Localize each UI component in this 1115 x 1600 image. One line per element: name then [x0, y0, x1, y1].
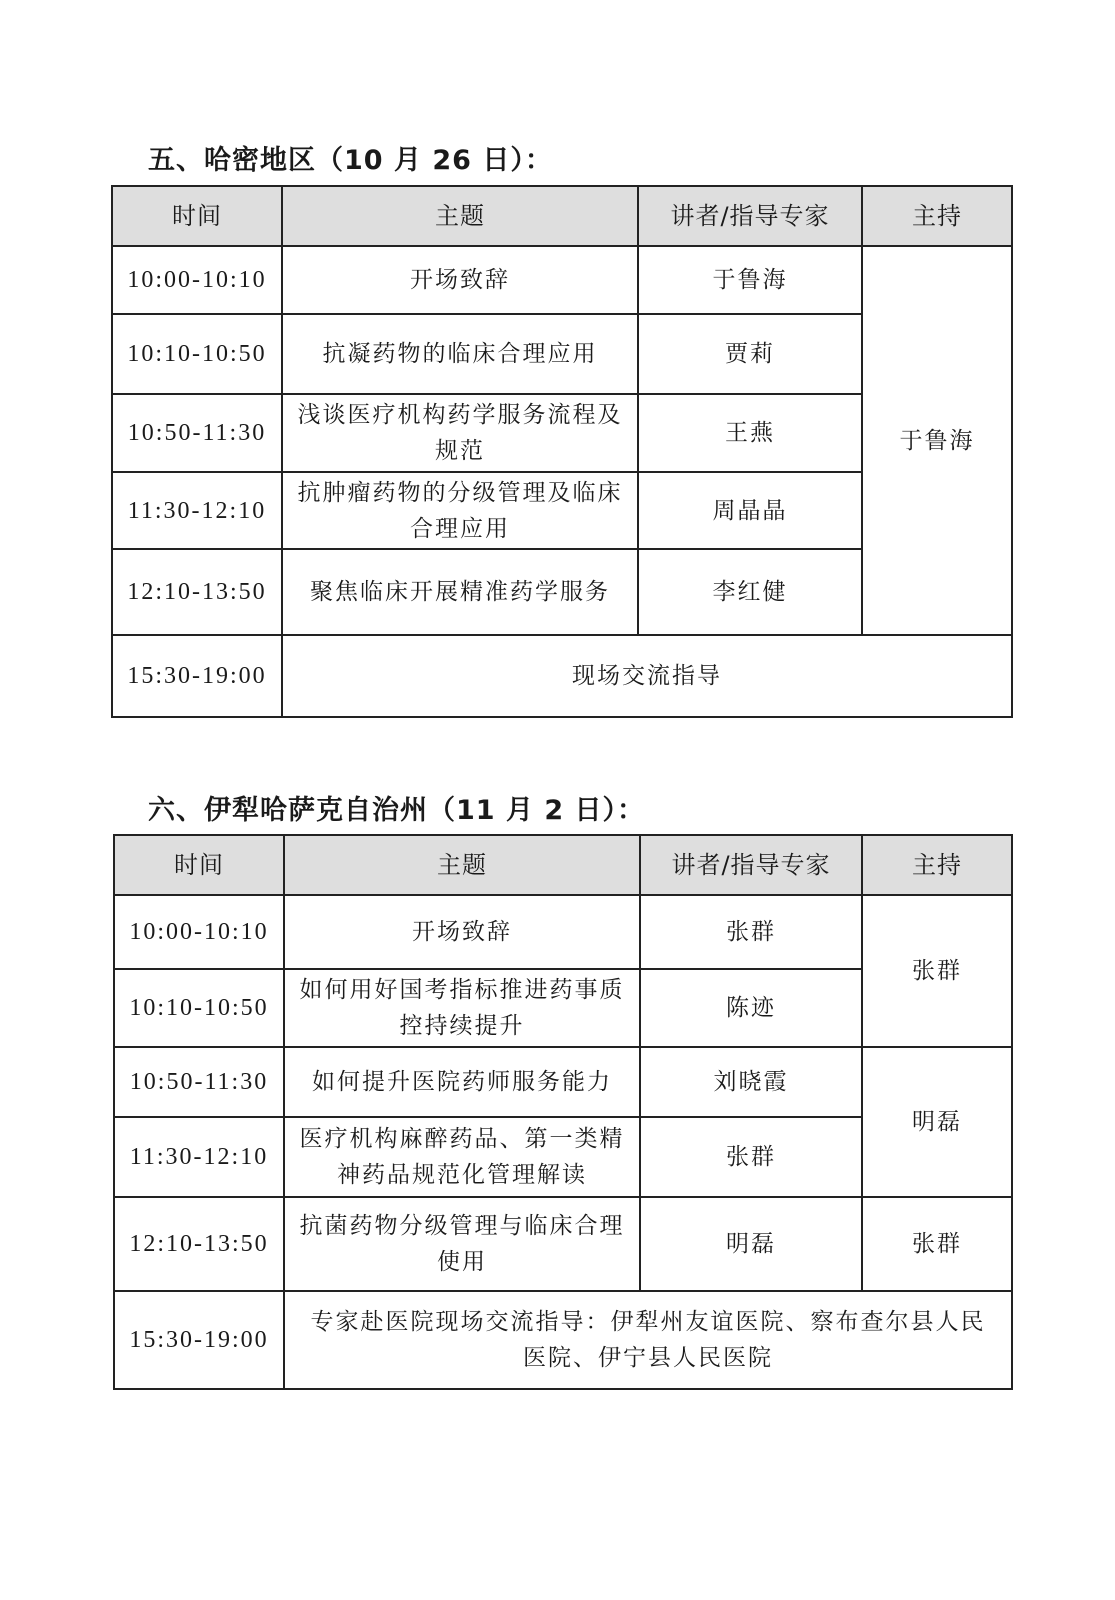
session-topic: 抗凝药物的临床合理应用 [282, 314, 638, 394]
session-topic: 如何用好国考指标推进药事质控持续提升 [284, 969, 640, 1047]
header-host: 主持 [862, 835, 1012, 895]
session-time: 12:10-13:50 [114, 1197, 284, 1291]
session-host: 于鲁海 [862, 246, 1012, 635]
session-host: 明磊 [862, 1047, 1012, 1197]
session-speaker: 刘晓霞 [640, 1047, 862, 1117]
session-speaker: 明磊 [640, 1197, 862, 1291]
header-host: 主持 [862, 186, 1012, 246]
session-speaker: 张群 [640, 895, 862, 969]
session-time: 11:30-12:10 [112, 472, 282, 549]
session-time: 10:50-11:30 [114, 1047, 284, 1117]
session-time: 10:00-10:10 [114, 895, 284, 969]
header-time: 时间 [112, 186, 282, 246]
table-row [112, 246, 1012, 314]
session-topic: 现场交流指导 [282, 635, 1012, 717]
header-time: 时间 [114, 835, 284, 895]
table-row-final [114, 1291, 1012, 1389]
session-topic: 抗菌药物分级管理与临床合理使用 [284, 1197, 640, 1291]
header-topic: 主题 [284, 835, 640, 895]
table-row-final [112, 635, 1012, 717]
session-time: 10:00-10:10 [112, 246, 282, 314]
table-row [114, 1047, 1012, 1117]
schedule-table-yili [113, 834, 1013, 1390]
section-6-title: 六、伊犁哈萨克自治州（11 月 2 日）： [148, 795, 646, 826]
session-speaker: 陈迹 [640, 969, 862, 1047]
session-host: 张群 [862, 1197, 1012, 1291]
session-time: 15:30-19:00 [112, 635, 282, 717]
session-time: 12:10-13:50 [112, 549, 282, 635]
session-topic: 聚焦临床开展精准药学服务 [282, 549, 638, 635]
session-topic: 开场致辞 [282, 246, 638, 314]
session-topic: 抗肿瘤药物的分级管理及临床合理应用 [282, 472, 638, 549]
session-topic: 医疗机构麻醉药品、第一类精神药品规范化管理解读 [284, 1117, 640, 1197]
table-row [114, 1197, 1012, 1291]
session-speaker: 王燕 [638, 394, 862, 472]
schedule-table-hami [111, 185, 1013, 718]
session-speaker: 贾莉 [638, 314, 862, 394]
session-time: 15:30-19:00 [114, 1291, 284, 1389]
session-topic: 浅谈医疗机构药学服务流程及规范 [282, 394, 638, 472]
session-speaker: 于鲁海 [638, 246, 862, 314]
session-time: 10:50-11:30 [112, 394, 282, 472]
section-5-title: 五、哈密地区（10 月 26 日）： [148, 145, 553, 176]
session-speaker: 周晶晶 [638, 472, 862, 549]
header-speaker: 讲者/指导专家 [638, 186, 862, 246]
table-row [114, 895, 1012, 969]
header-topic: 主题 [282, 186, 638, 246]
session-topic: 开场致辞 [284, 895, 640, 969]
session-time: 10:10-10:50 [112, 314, 282, 394]
table-header-row [112, 186, 1012, 246]
table-header-row [114, 835, 1012, 895]
session-host: 张群 [862, 895, 1012, 1047]
session-speaker: 张群 [640, 1117, 862, 1197]
session-time: 11:30-12:10 [114, 1117, 284, 1197]
header-speaker: 讲者/指导专家 [640, 835, 862, 895]
session-speaker: 李红健 [638, 549, 862, 635]
session-time: 10:10-10:50 [114, 969, 284, 1047]
session-topic: 如何提升医院药师服务能力 [284, 1047, 640, 1117]
session-topic: 专家赴医院现场交流指导：伊犁州友谊医院、察布查尔县人民医院、伊宁县人民医院 [284, 1291, 1012, 1389]
